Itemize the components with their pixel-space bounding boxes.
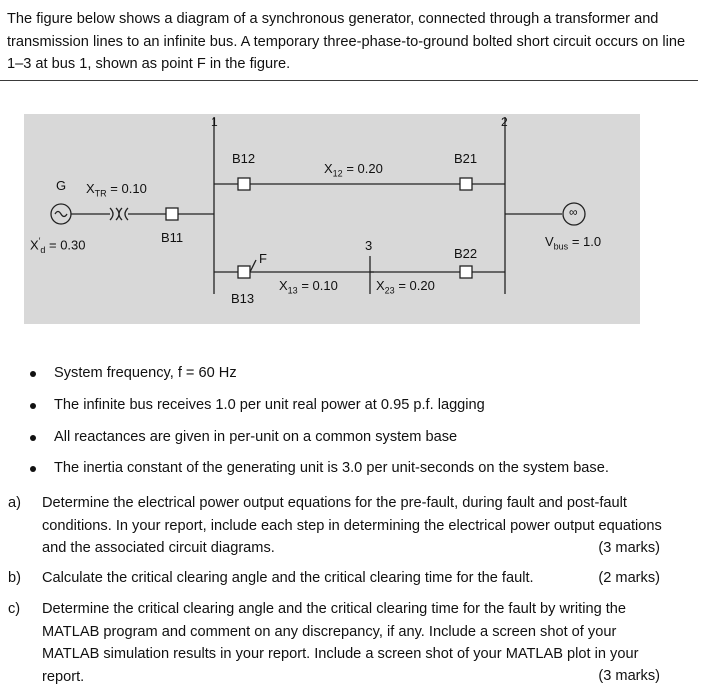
b22-label: B22 <box>454 246 478 261</box>
fault-label: F <box>259 251 267 266</box>
question-c: c) Determine the critical clearing angle and the critical clearing time for the fault by writing the MATLAB program and comment on any discrepancy, if any. Include a screen shot of your MATLAB simulation results in your report. Include a screen shot of your MATLAB plot in your report. (3 marks) <box>8 598 660 690</box>
breaker-b21 <box>460 178 472 190</box>
b11-label: B11 <box>161 230 184 245</box>
circuit-diagram <box>24 114 640 324</box>
marks-a: (3 marks) <box>598 540 660 556</box>
intro-paragraph: The figure below shows a diagram of a synchronous generator, connected through a transformer and transmission lines to an infinite bus. A temporary three-phase-to-ground bolted short circuit occurs on line 1–3 at bus 1, shown as point F in the figure. <box>7 11 686 72</box>
breaker-b11 <box>166 208 178 220</box>
transformer-coils <box>110 208 128 220</box>
breaker-b12 <box>238 178 250 190</box>
x23-label: $X_{23} = 0.20$ <box>376 278 435 296</box>
b13-label: B13 <box>231 291 255 306</box>
vbus-label: $V_{bus} = 1.0$ <box>545 234 602 252</box>
b12-label: B12 <box>232 151 256 166</box>
bus-1-label: 1 <box>211 115 218 129</box>
question-a: a) Determine the electrical power output equations for the pre-fault, during fault and post-fault conditions. In your report, include each step in determining the electrical power output equations and the associated circuit diagrams. (3 marks) <box>8 492 660 562</box>
breaker-b13 <box>238 266 250 278</box>
fault-marker <box>250 260 256 272</box>
x12-label: $X_{12} = 0.20$ <box>324 161 383 179</box>
bus-3-label: 3 <box>365 238 373 253</box>
xd-label: $X'_d = 0.30$ <box>30 236 86 255</box>
marks-b: (2 marks) <box>598 570 660 586</box>
question-b: b) Calculate the critical clearing angle and the critical clearing time for the fault. (2 marks) <box>8 567 660 591</box>
b21-label: B21 <box>454 151 478 166</box>
bus-2-label: 2 <box>501 115 508 129</box>
breaker-b22 <box>460 266 472 278</box>
generator-wave <box>55 212 67 217</box>
infinity-icon: ∞ <box>569 205 578 219</box>
marks-c: (3 marks) <box>598 668 660 684</box>
xtr-label: $X_{TR} = 0.10$ <box>86 181 147 199</box>
x13-label: $X_{13} = 0.10$ <box>279 278 338 296</box>
generator-label: G <box>56 178 67 193</box>
